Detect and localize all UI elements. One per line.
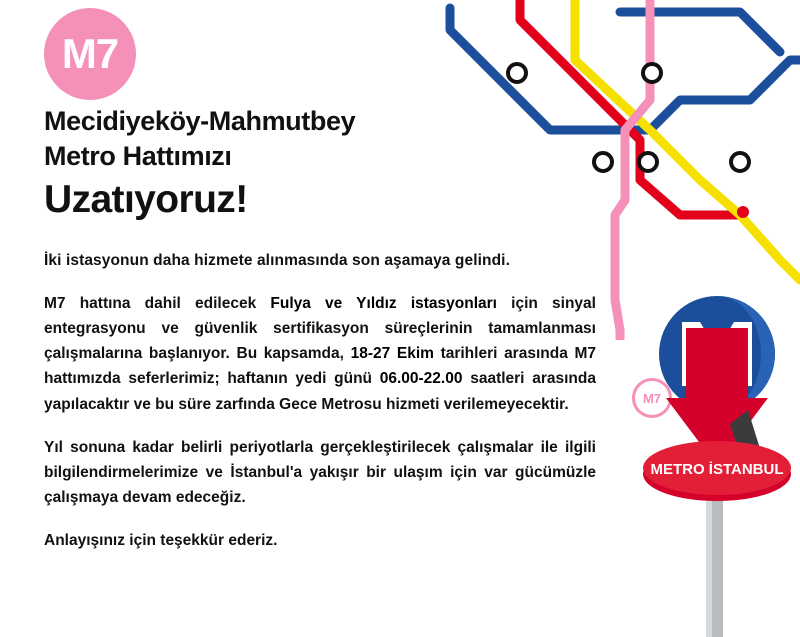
announcement-body [44,248,596,553]
m7-line-badge [44,8,136,100]
highlight-hours: 06.00-22.00 [379,370,463,388]
m7-map-bubble-label: M7 [642,390,662,406]
map-line-red [520,0,740,215]
paragraph-details [44,291,596,417]
station-marker [639,153,657,171]
station-marker [594,153,612,171]
totem-brand-text: METRO İSTANBUL [650,461,784,478]
station-terminus-red [737,206,749,218]
page-title [44,104,524,224]
paragraph-details-text-3: tarihleri arasında M7 hattımızda seferlerimiz; haftanın yedi günü [44,345,596,388]
map-station-markers [508,64,749,218]
paragraph-thanks: Anlayışınız için teşekkür ederiz. [44,531,278,549]
station-marker [731,153,749,171]
paragraph-details-text-2: için sinyal entegrasyonu ve güvenlik sertifikasyon süreçlerinin tamamlanması çalışmalarına başlanıyor. Bu kapsamda, [44,295,596,363]
highlight-dates: 18-27 Ekim [350,345,434,363]
m7-line-badge-label: M7 [61,30,119,77]
headline-line-1: Mecidiyeköy-Mahmutbey [44,106,356,136]
paragraph-details-text-1: M7 hattına dahil edilecek [44,295,271,313]
headline-line-2: Metro Hattımızı [44,140,232,171]
station-marker [643,64,661,82]
metro-istanbul-totem [642,288,792,637]
headline-line-3: Uzatıyoruz! [44,178,248,222]
paragraph-intro: İki istasyonun daha hizmete alınmasında son aşamaya gelindi. [44,252,510,269]
paragraph-outlook: Yıl sonuna kadar belirli periyotlarla gerçekleştirilecek çalışmalar ile ilgili bilgilendirmelerimize ve İstanbul'a yakışır bir ulaşım için var gücümüzle çalışmaya devam edeceğiz. [44,438,596,506]
paragraph-details-text-4: saatleri arasında yapılacaktır ve bu süre zarfında Gece Metrosu hizmeti verilemeyecektir. [44,370,596,413]
map-line-yellow [575,0,800,280]
map-line-blue-branch [620,12,780,52]
station-marker [508,64,526,82]
highlight-stations: Fulya ve Yıldız istasyonları [270,295,497,313]
